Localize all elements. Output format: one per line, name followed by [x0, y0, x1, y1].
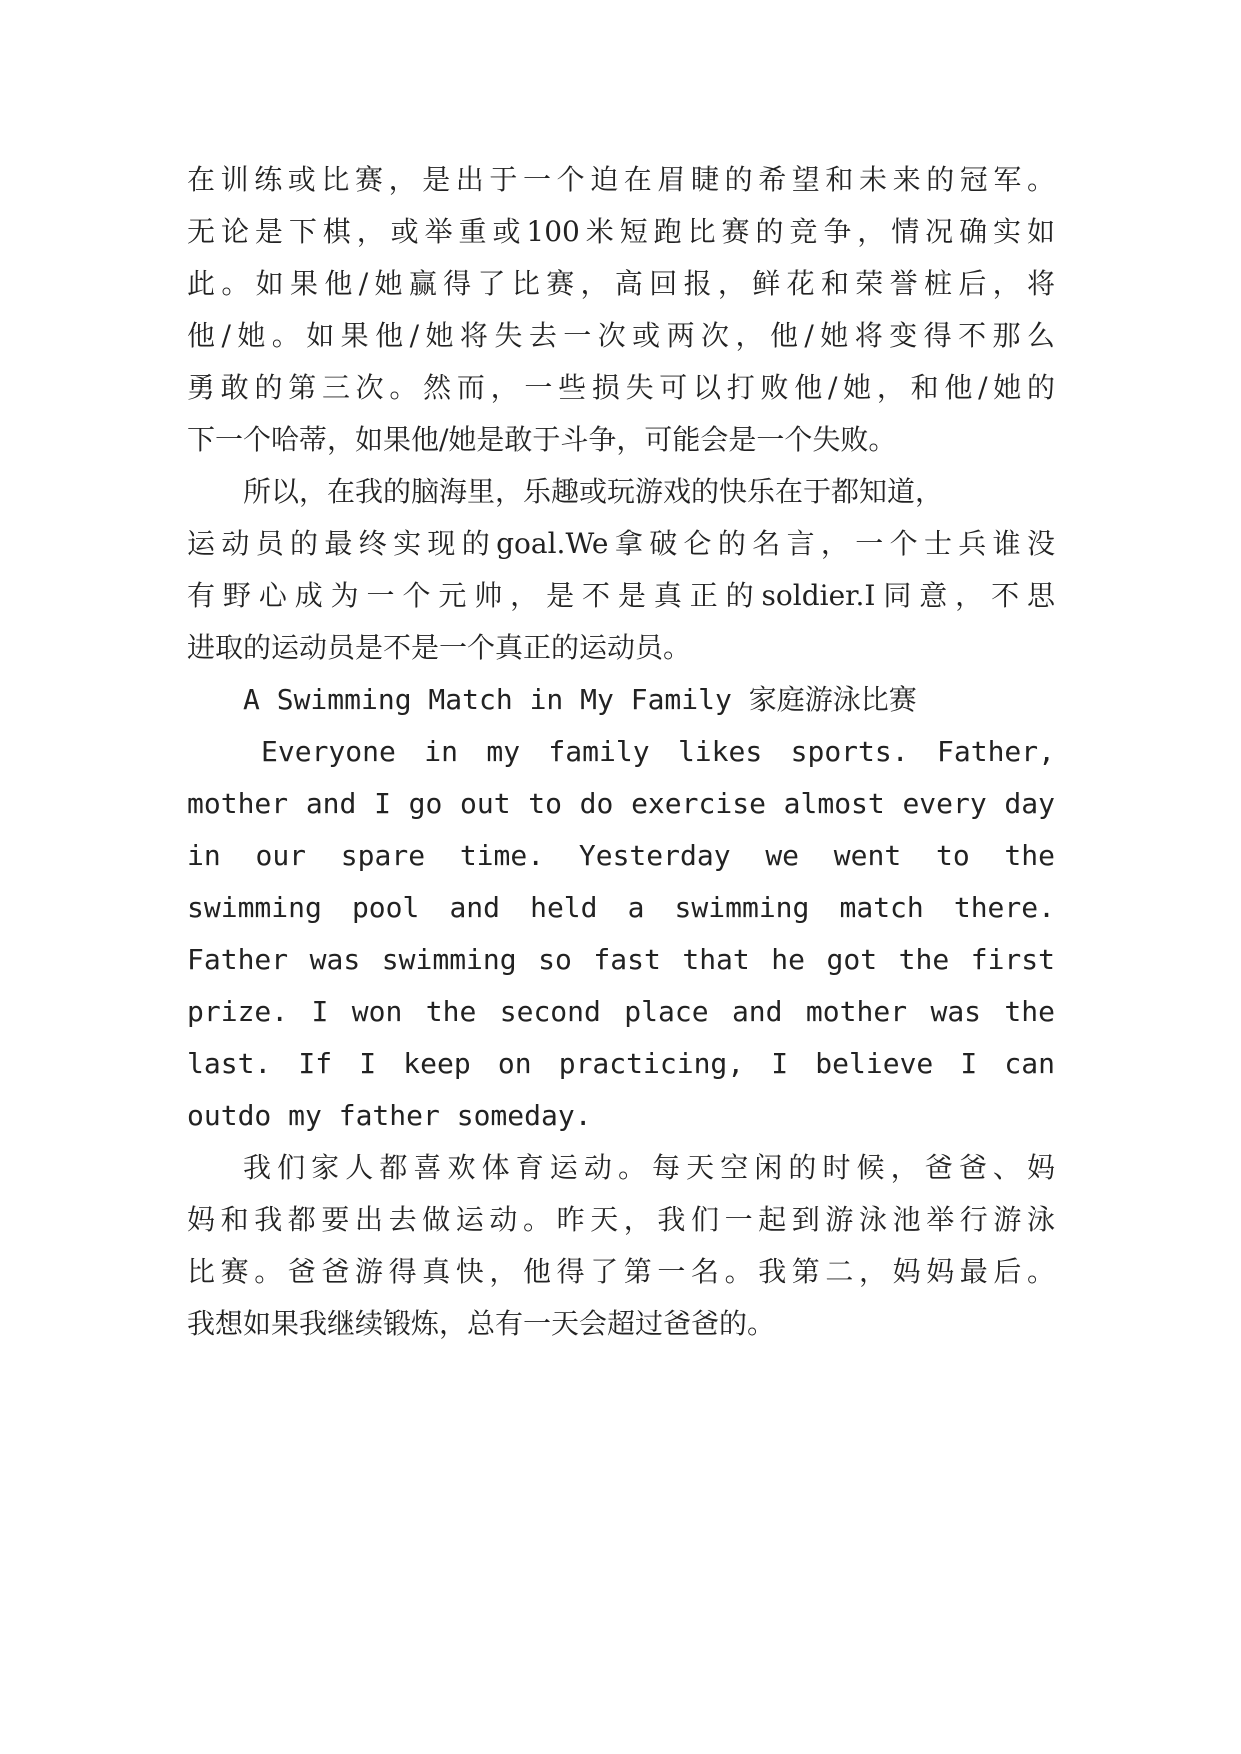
text-line: prize. I won the second place and mother was the	[187, 995, 1055, 1028]
text-line: 此。如果他/她赢得了比赛，高回报，鲜花和荣誉桩后，将	[187, 267, 1055, 300]
text-line: 勇敢的第三次。然而，一些损失可以打败他/她，和他/她的	[187, 371, 1055, 404]
text-line: 无论是下棋，或举重或100米短跑比赛的竞争，情况确实如	[187, 215, 1055, 248]
text-line: 下一个哈蒂，如果他/她是敢于斗争，可能会是一个失败。	[187, 423, 897, 456]
text-line: mother and I go out to do exercise almost every day	[187, 787, 1055, 820]
paragraph-first-line: 我们家人都喜欢体育运动。每天空闲的时候，爸爸、妈	[243, 1151, 1055, 1184]
text-line: in our spare time. Yesterday we went to the	[187, 839, 1055, 872]
text-line: 妈和我都要出去做运动。昨天，我们一起到游泳池举行游泳	[187, 1203, 1055, 1236]
text-line: 我想如果我继续锻炼，总有一天会超过爸爸的。	[187, 1307, 776, 1340]
text-line: Father was swimming so fast that he got the first	[187, 943, 1055, 976]
text-line: 进取的运动员是不是一个真正的运动员。	[187, 631, 692, 664]
text-line: 在训练或比赛，是出于一个迫在眉睫的希望和未来的冠军。	[187, 163, 1055, 196]
text-line: 有野心成为一个元帅，是不是真正的soldier.I同意，不思	[187, 579, 1055, 612]
paragraph-first-line: Everyone in my family likes sports. Father,	[261, 735, 1055, 768]
text-line: outdo my father someday.	[187, 1099, 592, 1132]
paragraph-first-line: 所以，在我的脑海里，乐趣或玩游戏的快乐在于都知道，	[243, 475, 944, 508]
text-line: swimming pool and held a swimming match there.	[187, 891, 1055, 924]
text-line: last. If I keep on practicing, I believe I can	[187, 1047, 1055, 1080]
text-line: 运动员的最终实现的goal.We拿破仑的名言，一个士兵谁没	[187, 527, 1055, 560]
text-line: 他/她。如果他/她将失去一次或两次，他/她将变得不那么	[187, 319, 1055, 352]
text-line: 比赛。爸爸游得真快，他得了第一名。我第二，妈妈最后。	[187, 1255, 1055, 1288]
section-title: A Swimming Match in My Family 家庭游泳比赛	[243, 683, 917, 716]
